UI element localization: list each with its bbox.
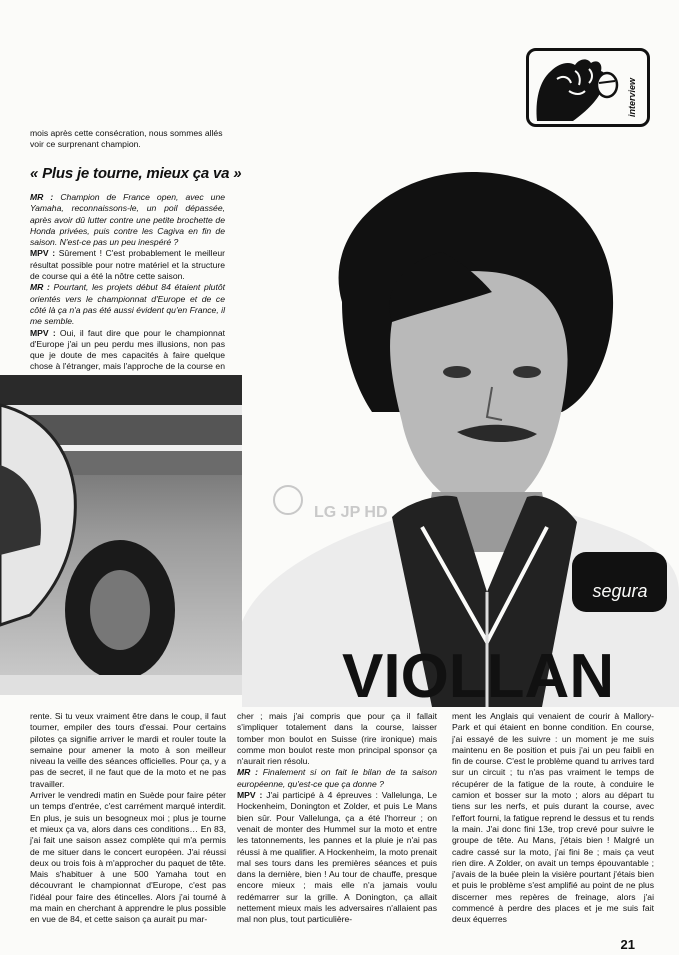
answer-4: MPV : J'ai participé à 4 épreuves : Vallelunga, Le Hockenheim, Donington et Zolder, et puis Le Mans bien sûr. Pour Vallelunga, ça a été l'horreur ; on venait de monter des Hummel sur la moto et entre les tatonnements, les pannes et la pluie je n'ai pas réussi à me qualifier. A Hockenheim, la moto prenait mal ses tours dans les premières séances et puis dans la dernière, bien ! Au tour de chauffe, presque encore mieux ; mais elle n'a jamais voulu redémarrer sur la grille. A Donington, ça allait nettement mieux mais les adversaires n'allaient pas mal non plus, tout particulière- xyxy=(237,790,438,925)
answer-2: MPV : Oui, il faut dire que pour le championnat d'Europe j'ai un peu perdu mes illusions, non pas que je doute de mes capacités à faire quelque chose à l'étranger, mais l'approche de la course en xyxy=(30,327,225,372)
section-heading: « Plus je tourne, mieux ça va » xyxy=(30,165,242,182)
bottom-column-3: ment les Anglais qui venaient de courir à Mallory-Park et qui étaient en bonne condition. En course, j'ai essayé de les suivre : un moment je me suis maintenu en 8e position et puis j'ai un peu faibli en fin de course. C'est le problème quand tu arrives tard sur un circuit ; tu n'as pas vraiment le temps de récupérer de la fatigue de la route, à conduire le camion et bosser sur la moto ; alors au départ tu tiens sur les nerfs, et puis durant la course, avec l'effort fourni, la fatigue reprend le dessus et tu rends la main. J'ai donc fini 13e, trop crevé pour suivre le groupe de tête. Au Mans, j'étais bien ! Malgré un cadre cassé sur la moto, j'ai fini 8e ; mais ça veut rien dire. A Zolder, on avait un temps épouvantable ; j'avais de la buée plein la visière pourtant j'étais bien et puis le problème s'est amplifié au point de ne plus discerner mes repères de freinage, alors j'ai commencé à perdre des places et je me suis fait deux équerres xyxy=(452,711,654,925)
watermark-text: LG JP HD xyxy=(314,504,388,521)
question-1: MR : Champion de France open, avec une Yamaha, reconnaissons-le, un poil dépassée, après avoir dû lutter contre une petite brochette de Honda privées, puis contre les Cagiva en fin de saison. N'est-ce pas un peu inespéré ? xyxy=(30,192,225,248)
sponsor-patch-text: segura xyxy=(592,581,648,601)
column-1 xyxy=(30,192,225,384)
question-2: MR : Pourtant, les projets début 84 étaient plutôt orientés vers le championnat d'Europe et de ce côté là ça n'a pas été aussi évident qu'en France, il me semble. xyxy=(30,282,225,327)
bottom-column-1: rente. Si tu veux vraiment être dans le coup, il faut tourner, empiler des tours d'essai. Pour certains pilotes ça signifie arriver le mardi et rouler toute la semaine pour amener la moto à son meilleur niveau la veille des séances officielles. Pour ça, y a pas de secret, il ne faut que de la moto et ne pas travailler. Arriver le vendredi matin en Suède pour faire péter un temps d'entrée, c'est carrément marqué interdit. En plus, je suis un besogneux moi ; plus je tourne et mieux ça va, alors dans ces conditions… En 83, j'ai fait une saison assez complète qui m'a permis de me situer dans le concert européen. J'ai réussi deux ou trois fois à m'approcher du paquet de tête. Mais s'habituer à une 500 Yamaha tout en découvrant le championnat d'Europe, c'est pas l'idéal pour faire des étincelles. Alors j'ai tourné à ma main en cherchant à apprendre le plus possible en vue de 84, et cette saison ça aurait pu mar- xyxy=(30,711,226,925)
question-3: MR : Finalement si on fait le bilan de ta saison européenne, qu'est-ce que ça donne ? xyxy=(237,767,437,789)
bottom-column-2 xyxy=(237,711,437,926)
answer-3-continued: cher ; mais j'ai compris que pour ça il fallait s'impliquer totalement dans la course, laisser tomber mon boulot en Suisse (rire ironique) mais comme mon boulot reste mon principal sponsor ça n'aurait rien résolu. xyxy=(237,711,437,767)
page-number: 21 xyxy=(620,937,635,952)
interview-label: interview xyxy=(627,77,637,117)
interview-logo xyxy=(526,48,650,127)
rider-portrait-photo xyxy=(242,172,679,707)
intro-text: mois après cette consécration, nous sommes allés voir ce surprenant champion. xyxy=(30,128,223,150)
motorcycle-photo xyxy=(0,375,243,695)
answer-1: MPV : Sûrement ! C'est probablement le meilleur résultat possible pour notre matériel et la structure de course qui a été la nôtre cette saison. xyxy=(30,248,225,282)
leathers-lettering: VIOLLAN xyxy=(342,642,615,707)
